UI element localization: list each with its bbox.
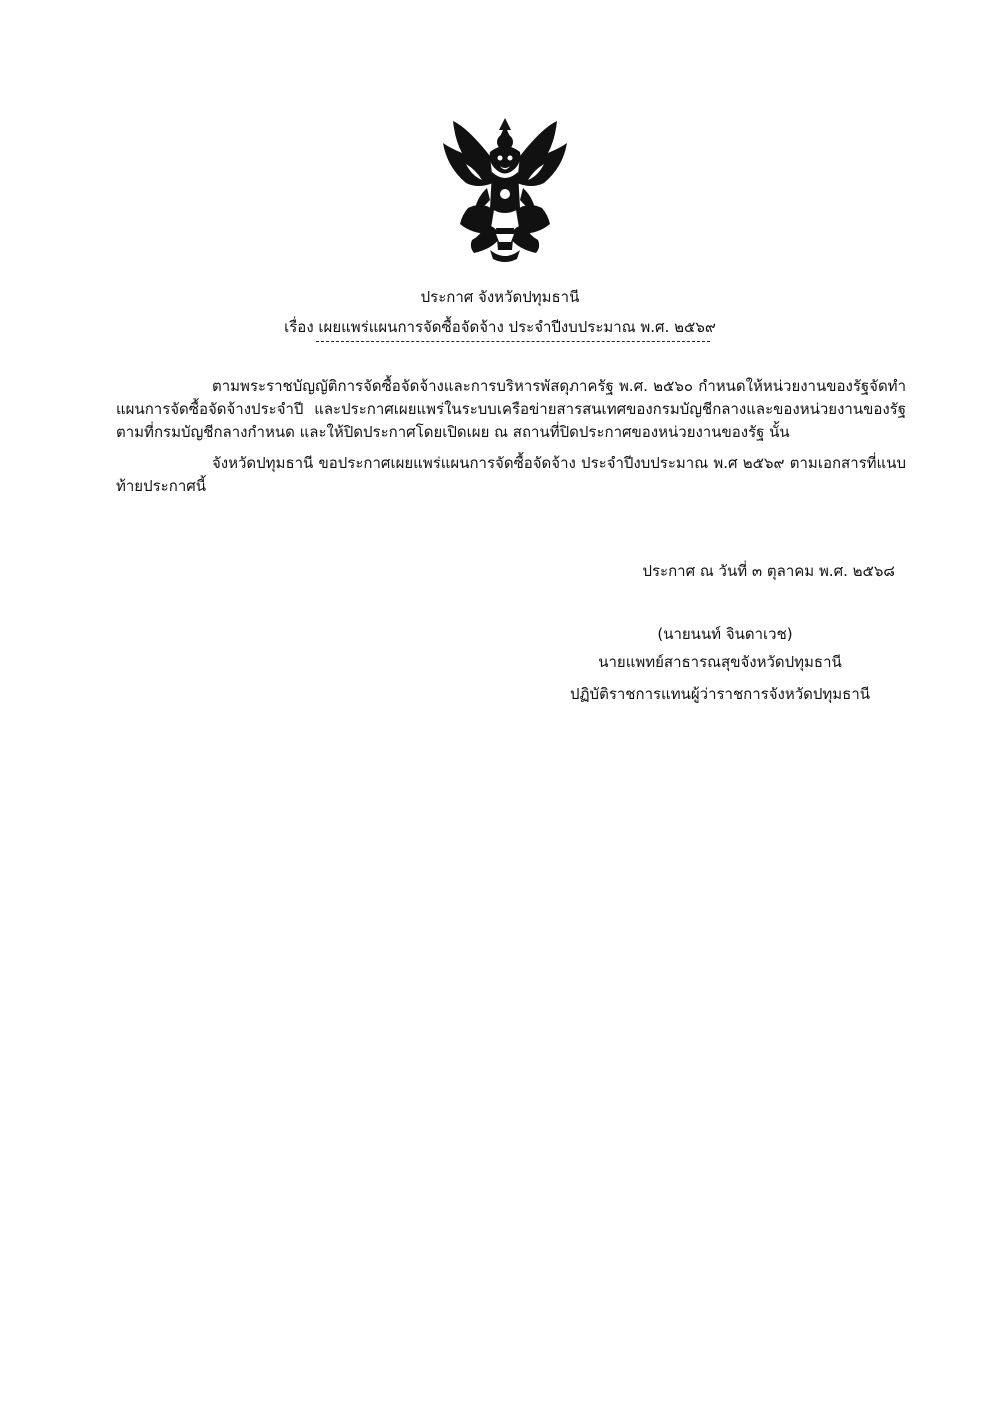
garuda-emblem-icon: [430, 110, 580, 265]
announcement-title: ประกาศ จังหวัดปทุมธานี: [420, 288, 580, 306]
signer-name: (นายนนท์ จินดาเวช): [657, 625, 793, 643]
signer-position-1: นายแพทย์สาธารณสุขจังหวัดปทุมธานี: [598, 653, 842, 671]
subject-dashed-rule: [316, 341, 710, 342]
announcement-body: [116, 375, 906, 498]
body-paragraph-1: ตามพระราชบัญญัติการจัดซื้อจัดจ้างและการบริหารพัสดุภาครัฐ พ.ศ. ๒๕๖๐ กำหนดให้หน่วยงานของรัฐจัดทำแผนการจัดซื้อจัดจ้างประจำปี และประกาศเผยแพร่ในระบบเครือข่ายสารสนเทศของกรมบัญชีกลางและของหน่วยงานของรัฐตามที่กรมบัญชีกลางกำหนด และให้ปิดประกาศโดยเปิดเผย ณ สถานที่ปิดประกาศของหน่วยงานของรัฐ นั้น: [116, 377, 906, 441]
announcement-subject: เรื่อง เผยแพร่แผนการจัดซื้อจัดจ้าง ประจำปีงบประมาณ พ.ศ. ๒๕๖๙: [284, 318, 716, 336]
body-paragraph-2: จังหวัดปทุมธานี ขอประกาศเผยแพร่แผนการจัดซื้อจัดจ้าง ประจำปีงบประมาณ พ.ศ ๒๕๖๙ ตามเอกสารที่แนบท้ายประกาศนี้: [116, 454, 906, 495]
signer-position-2: ปฏิบัติราชการแทนผู้ว่าราชการจังหวัดปทุมธานี: [569, 685, 871, 703]
announcement-date: ประกาศ ณ วันที่ ๓ ตุลาคม พ.ศ. ๒๕๖๘: [642, 562, 895, 580]
